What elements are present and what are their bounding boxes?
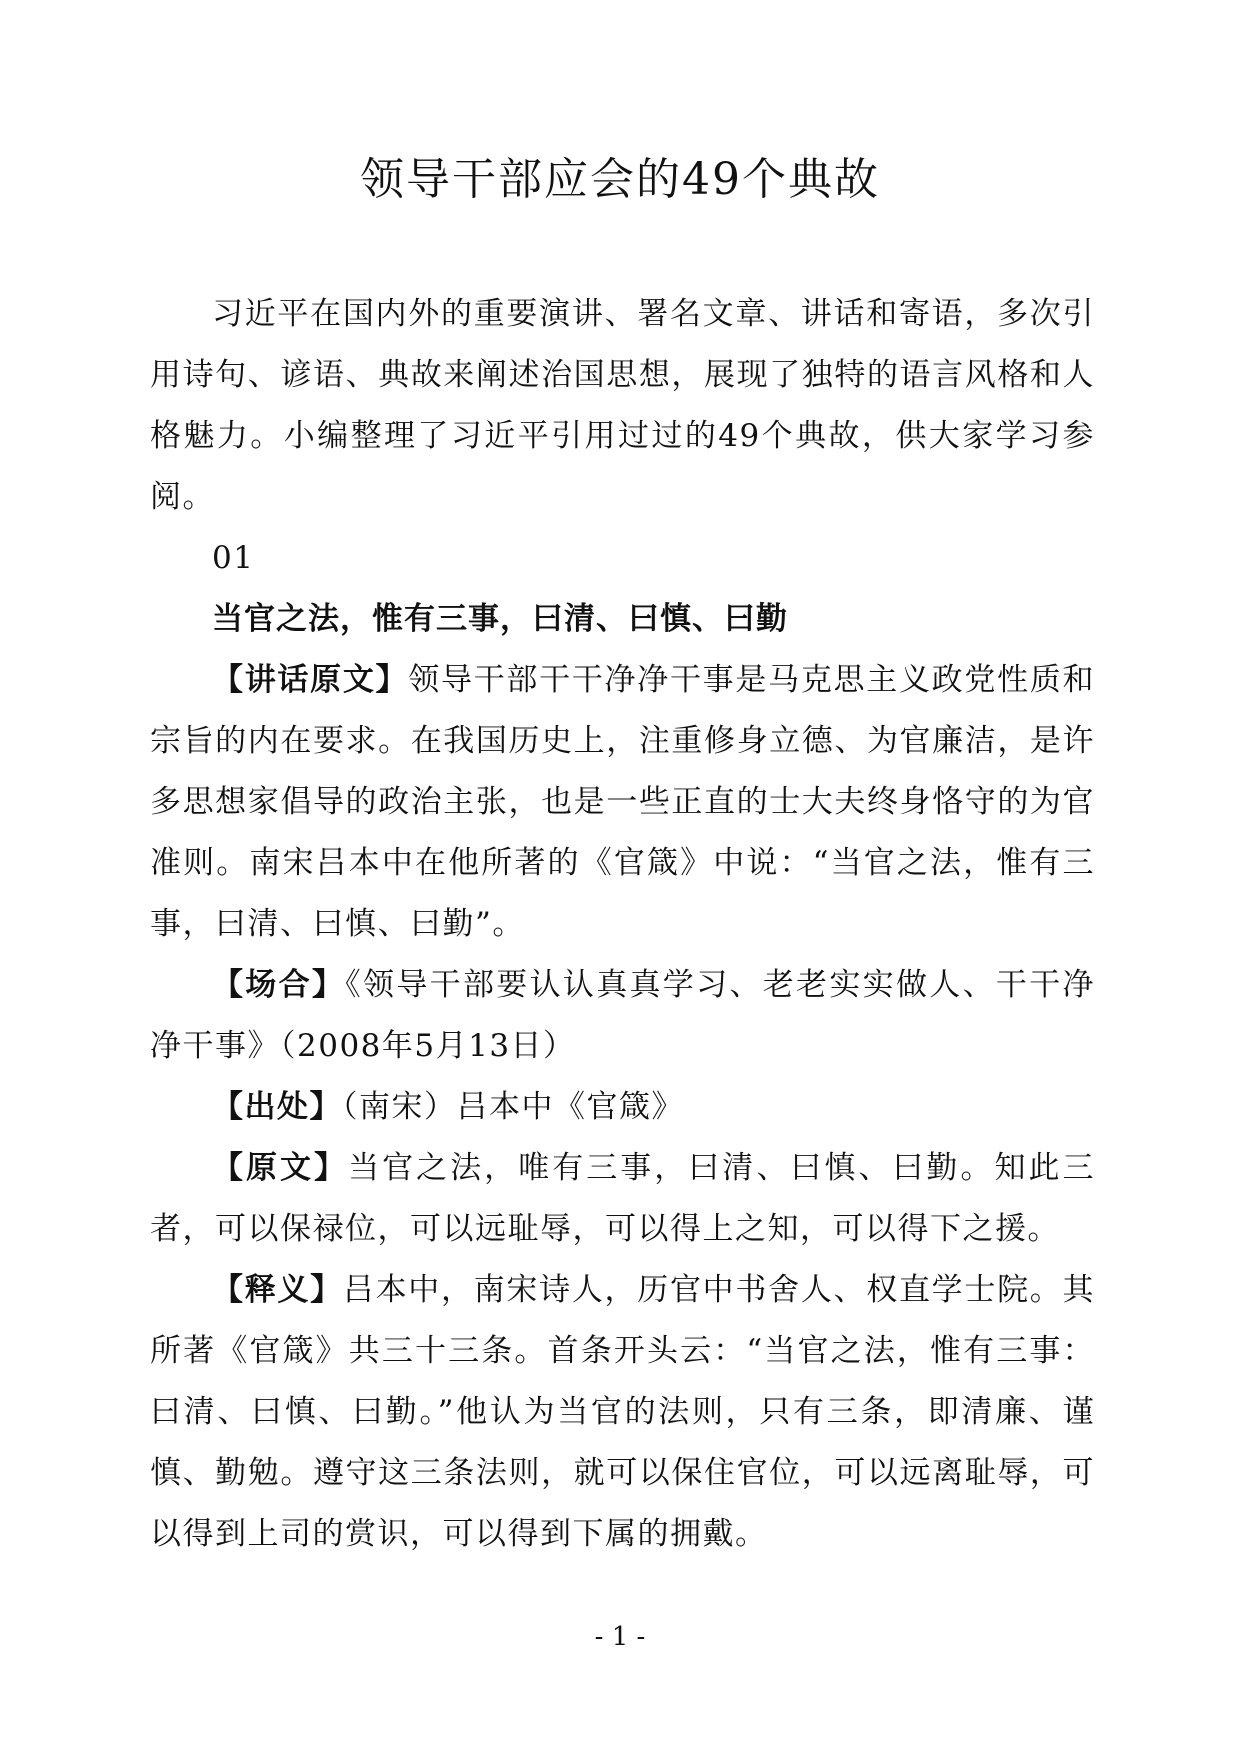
section-number: 01 <box>212 540 255 576</box>
speech-text: 领导干部干干净净干事是马克思主义政党性质和宗旨的内在要求。在我国历史上，注重修身立德、为官廉洁，是许多思想家倡导的政治主张，也是一些正直的士大夫终身恪守的为官准则。南宋吕本中在他所著的《官箴》中说：“当官之法，惟有三事，曰清、曰慎、曰勤”。 <box>150 662 1096 942</box>
section-heading: 当官之法，惟有三事，曰清、曰慎、曰勤 <box>212 601 788 637</box>
original-label: 【原文】 <box>212 1150 349 1186</box>
document-title: 领导干部应会的49个典故 <box>360 154 880 205</box>
occasion-label: 【场合】 <box>212 967 346 1003</box>
explanation-label: 【释义】 <box>212 1272 343 1308</box>
explanation-text: 吕本中，南宋诗人，历官中书舍人、权直学士院。其所著《官箴》共三十三条。首条开头云：“当官之法，惟有三事：曰清、曰慎、曰勤。”他认为当官的法则，只有三条，即清廉、谨慎、勤勉。遵守这三条法则，就可以保住官位，可以远离耻辱，可以得到上司的赏识，可以得到下属的拥戴。 <box>150 1272 1096 1552</box>
speech-label: 【讲话原文】 <box>212 662 409 698</box>
speech-paragraph <box>150 650 1095 955</box>
original-text: 当官之法，唯有三事，曰清、曰慎、曰勤。知此三者，可以保禄位，可以远耻辱，可以得上之知，可以得下之援。 <box>150 1150 1096 1247</box>
occasion-text: 《领导干部要认认真真学习、老老实实做人、干干净净干事》（2008年5月13日） <box>150 967 1096 1064</box>
source-paragraph <box>150 1077 1095 1138</box>
source-label: 【出处】 <box>212 1089 342 1125</box>
explanation-paragraph <box>150 1260 1095 1565</box>
occasion-paragraph <box>150 955 1095 1077</box>
source-text: （南宋）吕本中《官箴》 <box>342 1089 684 1125</box>
original-paragraph <box>150 1138 1095 1260</box>
intro-paragraph: 习近平在国内外的重要演讲、署名文章、讲话和寄语，多次引用诗句、谚语、典故来阐述治国思想，展现了独特的语言风格和人格魅力。小编整理了习近平引用过过的49个典故，供大家学习参阅。 <box>150 296 1095 515</box>
document-body <box>150 284 1095 1565</box>
page-number: - 1 - <box>594 1622 646 1652</box>
